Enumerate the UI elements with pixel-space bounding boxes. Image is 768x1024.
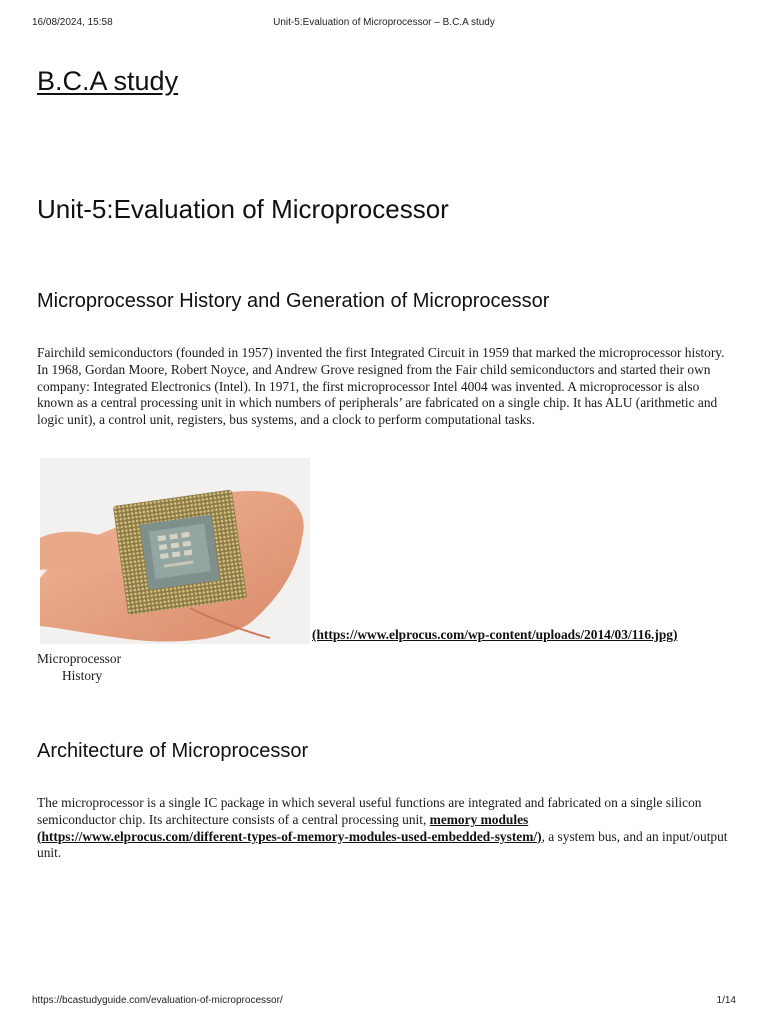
history-paragraph: Fairchild semiconductors (founded in 1957) invented the first Integrated Circuit in 1959 that marked the microprocessor history. In 1968, Gordan Moore, Robert Noyce, and Andrew Grove resigned from the Fair child semiconductors and started their own company: Integrated Electronics (Intel). In 1971, the first microprocessor Intel 4004 was invented. A microprocessor is also known as a central processing unit in which numbers of peripherals’ are fabricated on a single chip. It has ALU (arithmetic and logic unit), a control unit, registers, bus systems, and a clock to perform computational tasks.: [37, 345, 725, 428]
page-number: 1/14: [716, 995, 736, 1006]
section-heading-history: Microprocessor History and Generation of Microprocessor: [37, 290, 550, 312]
architecture-paragraph: [37, 795, 730, 862]
microprocessor-in-hand-image: [40, 458, 310, 644]
section-heading-architecture: Architecture of Microprocessor: [37, 740, 309, 762]
architecture-text-before: The microprocessor is a single IC package in which several useful functions are integrated and fabricated on a single silicon semiconductor chip. Its architecture consists of a central processing unit,: [37, 795, 702, 827]
print-page-url: https://bcastudyguide.com/evaluation-of-microprocessor/: [32, 995, 283, 1006]
page-title: Unit-5:Evaluation of Microprocessor: [37, 194, 449, 224]
print-timestamp: 16/08/2024, 15:58: [32, 17, 113, 28]
microprocessor-photo[interactable]: [40, 458, 310, 644]
image-caption: [37, 650, 121, 684]
caption-line-2: History: [62, 668, 103, 683]
print-footer: [32, 995, 736, 1009]
caption-line-1: Microprocessor: [37, 651, 122, 666]
memory-modules-link[interactable]: memory modules (https://www.elprocus.com/different-types-of-memory-modules-used-embedded-system/): [37, 811, 542, 844]
print-page-title: Unit-5:Evaluation of Microprocessor – B.C.A study: [273, 17, 495, 28]
architecture-text-after: , a system bus, and an input/output unit.: [37, 828, 728, 861]
print-header: [32, 17, 736, 31]
image-source-link[interactable]: (https://www.elprocus.com/wp-content/uploads/2014/03/116.jpg): [312, 627, 678, 642]
site-title-link[interactable]: B.C.A study: [37, 66, 179, 96]
